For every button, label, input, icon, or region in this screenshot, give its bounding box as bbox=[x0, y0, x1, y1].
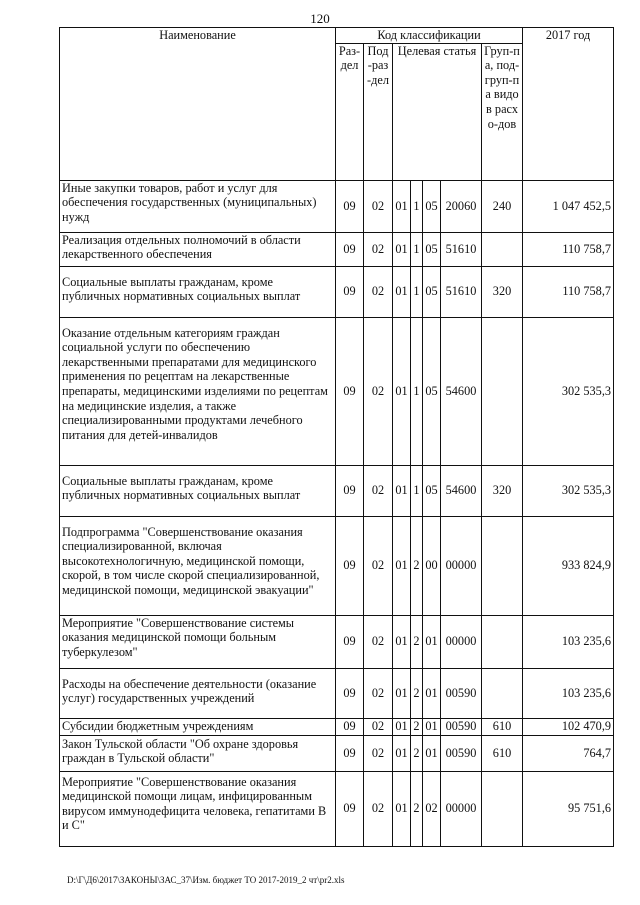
row-target-3: 05 bbox=[423, 180, 441, 232]
row-section: 09 bbox=[336, 266, 364, 317]
row-amount: 1 047 452,5 bbox=[523, 180, 614, 232]
row-target-1: 01 bbox=[393, 771, 411, 846]
row-amount: 302 535,3 bbox=[523, 465, 614, 516]
row-expense-type bbox=[482, 516, 523, 615]
header-subsection: Под-раз-дел bbox=[364, 43, 393, 180]
row-amount: 103 235,6 bbox=[523, 615, 614, 668]
file-path-footer: D:\Г\Д6\2017\ЗАКОНЫ\ЗАС_37\Изм. бюджет ТО 2017-2019_2 чт\pr2.xls bbox=[67, 875, 345, 885]
row-name: Мероприятие "Совершенствование системы оказания медицинской помощи больным туберкулезом" bbox=[60, 615, 336, 668]
table-row bbox=[60, 771, 614, 846]
row-subsection: 02 bbox=[364, 668, 393, 718]
row-target-2: 2 bbox=[411, 718, 423, 735]
row-subsection: 02 bbox=[364, 718, 393, 735]
row-subsection: 02 bbox=[364, 180, 393, 232]
row-name: Иные закупки товаров, работ и услуг для обеспечения государственных (муниципальных) нужд bbox=[60, 180, 336, 232]
row-target-1: 01 bbox=[393, 516, 411, 615]
header-expense-type: Груп-па, под-груп-па видов расхо-дов bbox=[482, 43, 523, 180]
row-target-3: 01 bbox=[423, 718, 441, 735]
row-target-3: 05 bbox=[423, 465, 441, 516]
row-target-2: 1 bbox=[411, 465, 423, 516]
row-amount: 933 824,9 bbox=[523, 516, 614, 615]
row-target-1: 01 bbox=[393, 266, 411, 317]
row-amount: 302 535,3 bbox=[523, 317, 614, 465]
row-target-3: 05 bbox=[423, 317, 441, 465]
row-name: Оказание отдельным категориям граждан социальной услуги по обеспечению лекарственными препаратами для медицинского применения по рецептам на лекарственные препараты, медицинскими изделиями по рецептам на медицинские изделия, а также специализированными продуктами лечебного питания для детей-инвалидов bbox=[60, 317, 336, 465]
row-expense-type: 320 bbox=[482, 465, 523, 516]
table-row bbox=[60, 615, 614, 668]
table-row bbox=[60, 232, 614, 266]
row-section: 09 bbox=[336, 668, 364, 718]
row-section: 09 bbox=[336, 516, 364, 615]
row-section: 09 bbox=[336, 180, 364, 232]
row-target-4: 20060 bbox=[441, 180, 482, 232]
row-subsection: 02 bbox=[364, 516, 393, 615]
row-section: 09 bbox=[336, 718, 364, 735]
row-subsection: 02 bbox=[364, 266, 393, 317]
row-name: Реализация отдельных полномочий в области лекарственного обеспечения bbox=[60, 232, 336, 266]
row-target-2: 1 bbox=[411, 317, 423, 465]
row-subsection: 02 bbox=[364, 465, 393, 516]
row-target-4: 00000 bbox=[441, 771, 482, 846]
table-row bbox=[60, 180, 614, 232]
row-target-1: 01 bbox=[393, 465, 411, 516]
table-row bbox=[60, 266, 614, 317]
row-target-1: 01 bbox=[393, 180, 411, 232]
row-target-3: 05 bbox=[423, 266, 441, 317]
header-year: 2017 год bbox=[523, 28, 614, 181]
row-target-1: 01 bbox=[393, 735, 411, 771]
row-target-3: 01 bbox=[423, 615, 441, 668]
row-target-2: 2 bbox=[411, 615, 423, 668]
row-subsection: 02 bbox=[364, 317, 393, 465]
row-expense-type bbox=[482, 615, 523, 668]
row-expense-type bbox=[482, 771, 523, 846]
row-target-4: 00590 bbox=[441, 735, 482, 771]
row-subsection: 02 bbox=[364, 232, 393, 266]
row-target-4: 54600 bbox=[441, 317, 482, 465]
table-row bbox=[60, 465, 614, 516]
row-target-3: 01 bbox=[423, 668, 441, 718]
table-row bbox=[60, 516, 614, 615]
row-section: 09 bbox=[336, 317, 364, 465]
budget-table bbox=[59, 27, 614, 847]
row-target-2: 2 bbox=[411, 735, 423, 771]
row-subsection: 02 bbox=[364, 771, 393, 846]
table-row bbox=[60, 317, 614, 465]
row-name: Социальные выплаты гражданам, кроме публичных нормативных социальных выплат bbox=[60, 266, 336, 317]
row-target-4: 00590 bbox=[441, 718, 482, 735]
row-target-1: 01 bbox=[393, 615, 411, 668]
row-section: 09 bbox=[336, 735, 364, 771]
row-target-2: 1 bbox=[411, 266, 423, 317]
row-target-4: 51610 bbox=[441, 266, 482, 317]
row-name: Субсидии бюджетным учреждениям bbox=[60, 718, 336, 735]
row-expense-type: 320 bbox=[482, 266, 523, 317]
header-name: Наименование bbox=[60, 28, 336, 181]
row-target-4: 00000 bbox=[441, 516, 482, 615]
row-target-4: 00590 bbox=[441, 668, 482, 718]
row-target-4: 51610 bbox=[441, 232, 482, 266]
row-target-3: 00 bbox=[423, 516, 441, 615]
row-target-2: 1 bbox=[411, 180, 423, 232]
row-section: 09 bbox=[336, 771, 364, 846]
row-target-2: 2 bbox=[411, 668, 423, 718]
row-name: Мероприятие "Совершенствование оказания медицинской помощи лицам, инфицированным вирусом иммунодефицита человека, гепатитами В и С" bbox=[60, 771, 336, 846]
header-classification: Код классификации bbox=[336, 28, 523, 44]
row-expense-type: 610 bbox=[482, 718, 523, 735]
row-target-2: 1 bbox=[411, 232, 423, 266]
row-expense-type: 240 bbox=[482, 180, 523, 232]
row-name: Расходы на обеспечение деятельности (оказание услуг) государственных учреждений bbox=[60, 668, 336, 718]
row-expense-type: 610 bbox=[482, 735, 523, 771]
row-subsection: 02 bbox=[364, 615, 393, 668]
row-target-1: 01 bbox=[393, 718, 411, 735]
row-target-3: 05 bbox=[423, 232, 441, 266]
header-section: Раз-дел bbox=[336, 43, 364, 180]
table-row bbox=[60, 735, 614, 771]
row-name: Подпрограмма "Совершенствование оказания специализированной, включая высокотехнологичную, медицинской помощи, скорой, в том числе скорой специализированной, медицинской помощи, медицинской эвакуации" bbox=[60, 516, 336, 615]
row-name: Закон Тульской области "Об охране здоровья граждан в Тульской области" bbox=[60, 735, 336, 771]
row-expense-type bbox=[482, 317, 523, 465]
row-target-4: 00000 bbox=[441, 615, 482, 668]
row-section: 09 bbox=[336, 232, 364, 266]
row-name: Социальные выплаты гражданам, кроме публичных нормативных социальных выплат bbox=[60, 465, 336, 516]
row-amount: 95 751,6 bbox=[523, 771, 614, 846]
row-target-4: 54600 bbox=[441, 465, 482, 516]
row-section: 09 bbox=[336, 615, 364, 668]
row-expense-type bbox=[482, 232, 523, 266]
row-section: 09 bbox=[336, 465, 364, 516]
row-amount: 764,7 bbox=[523, 735, 614, 771]
row-expense-type bbox=[482, 668, 523, 718]
row-target-1: 01 bbox=[393, 232, 411, 266]
row-subsection: 02 bbox=[364, 735, 393, 771]
table-row bbox=[60, 668, 614, 718]
row-target-2: 2 bbox=[411, 771, 423, 846]
row-target-3: 02 bbox=[423, 771, 441, 846]
row-amount: 103 235,6 bbox=[523, 668, 614, 718]
row-target-2: 2 bbox=[411, 516, 423, 615]
table-row bbox=[60, 718, 614, 735]
header-row-1 bbox=[60, 28, 614, 44]
row-amount: 110 758,7 bbox=[523, 266, 614, 317]
row-target-3: 01 bbox=[423, 735, 441, 771]
header-target-article: Целевая статья bbox=[393, 43, 482, 180]
row-amount: 102 470,9 bbox=[523, 718, 614, 735]
page-number: 120 bbox=[310, 11, 330, 26]
row-target-1: 01 bbox=[393, 317, 411, 465]
row-amount: 110 758,7 bbox=[523, 232, 614, 266]
row-target-1: 01 bbox=[393, 668, 411, 718]
